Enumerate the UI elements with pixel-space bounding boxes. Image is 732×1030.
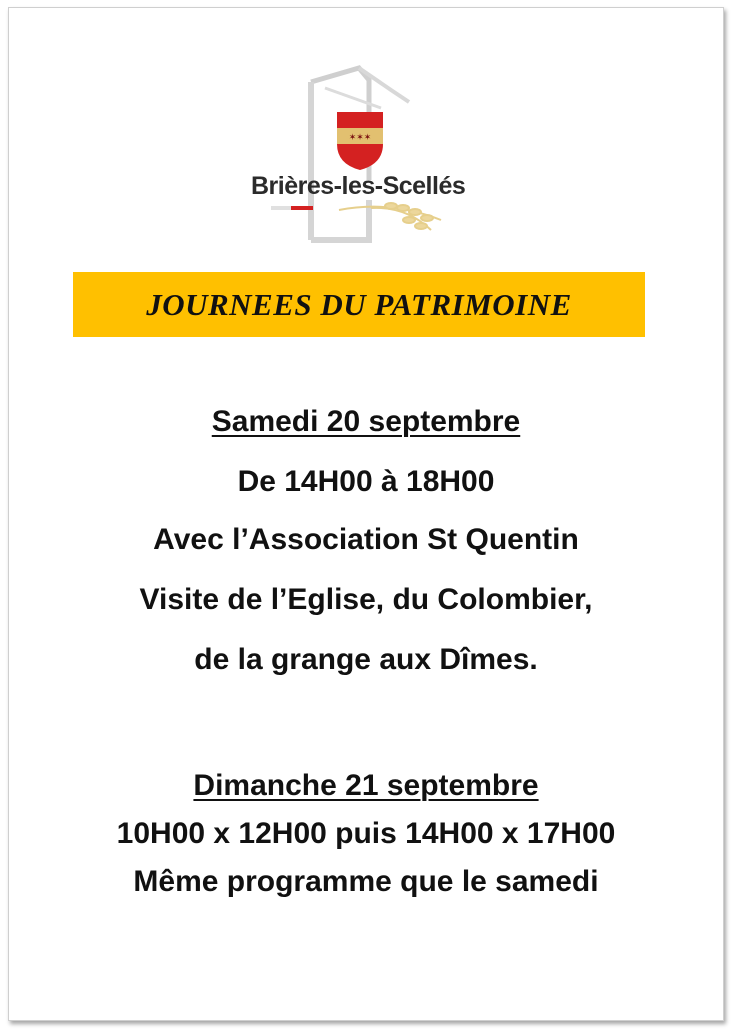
- saturday-heading: [9, 404, 723, 440]
- town-name: Brières-les-Scellés: [251, 172, 466, 200]
- saturday-visit-line1: Visite de l’Eglise, du Colombier,: [139, 583, 593, 616]
- poster-page: [8, 7, 724, 1021]
- sunday-heading: [9, 768, 723, 804]
- coat-of-arms-icon: [337, 112, 383, 170]
- event-banner: [73, 272, 645, 337]
- town-logo-emblem: [241, 60, 481, 250]
- saturday-visit-line2: de la grange aux Dîmes.: [194, 643, 538, 676]
- saturday-hours: De 14H00 à 18H00: [237, 465, 495, 498]
- saturday-association: Avec l’Association St Quentin: [153, 523, 579, 556]
- sunday-hours: 10H00 x 12H00 puis 14H00 x 17H00: [116, 817, 616, 850]
- saturday-date: Samedi 20 septembre: [211, 405, 521, 438]
- town-logo: [241, 60, 481, 250]
- sunday-program: Même programme que le samedi: [133, 865, 599, 898]
- event-title: JOURNEES DU PATRIMOINE: [146, 286, 572, 322]
- wheat-icon: [339, 203, 441, 230]
- svg-text:✶✶✶: ✶✶✶: [348, 133, 372, 143]
- sunday-date: Dimanche 21 septembre: [193, 769, 539, 802]
